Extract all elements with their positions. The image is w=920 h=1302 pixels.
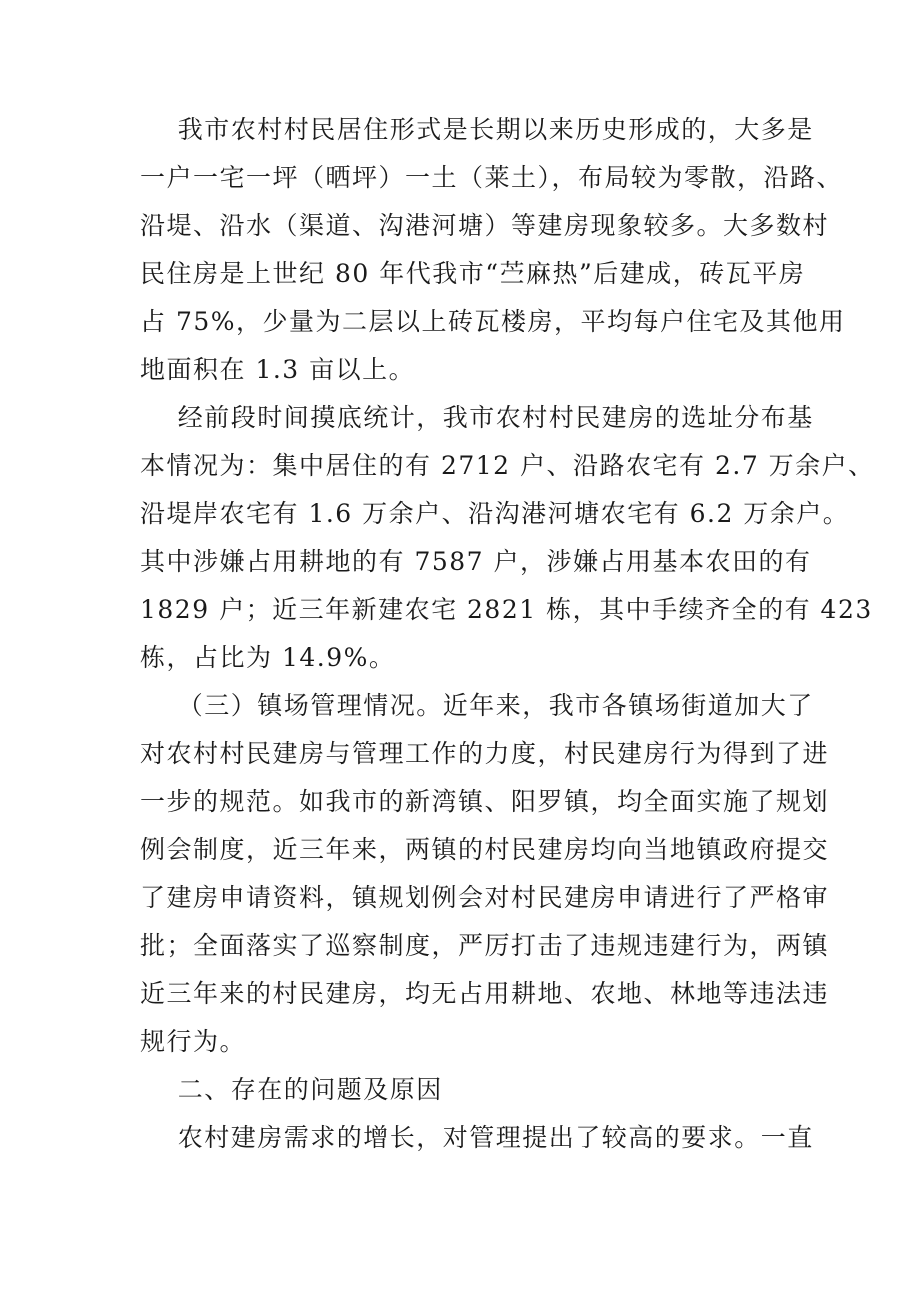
text-line-11: 1829 户；近三年新建农宅 2821 栋，其中手续齐全的有 423 — [140, 595, 873, 624]
text-line-22: 农村建房需求的增长，对管理提出了较高的要求。一直 — [140, 1123, 814, 1152]
text-line-20: 规行为。 — [140, 1027, 247, 1056]
text-line-19: 近三年来的村民建房，均无占用耕地、农地、林地等违法违 — [140, 979, 830, 1008]
section-heading: 二、存在的问题及原因 — [140, 1075, 443, 1104]
text-line-9: 沿堤岸农宅有 1.6 万余户、沿沟港河塘农宅有 6.2 万余户。 — [140, 499, 850, 528]
text-line-4: 民住房是上世纪 80 年代我市“苎麻热”后建成，砖瓦平房 — [140, 259, 806, 288]
text-line-18: 批；全面落实了巡察制度，严厉打击了违规违建行为，两镇 — [140, 931, 830, 960]
document-body — [140, 106, 875, 1162]
text-line-8: 本情况为：集中居住的有 2712 户、沿路农宅有 2.7 万余户、 — [140, 451, 875, 480]
text-line-6: 地面积在 1.3 亩以上。 — [140, 355, 416, 384]
text-line-3: 沿堤、沿水（渠道、沟港河塘）等建房现象较多。大多数村 — [140, 211, 830, 240]
text-line-13: （三）镇场管理情况。近年来，我市各镇场街道加大了 — [140, 691, 814, 720]
text-line-7: 经前段时间摸底统计，我市农村村民建房的选址分布基 — [140, 403, 814, 432]
text-line-17: 了建房申请资料，镇规划例会对村民建房申请进行了严格审 — [140, 883, 830, 912]
text-line-12: 栋，占比为 14.9%。 — [140, 643, 396, 672]
text-line-16: 例会制度，近三年来，两镇的村民建房均向当地镇政府提交 — [140, 835, 830, 864]
text-line-5: 占 75%，少量为二层以上砖瓦楼房，平均每户住宅及其他用 — [140, 307, 846, 336]
text-line-1: 我市农村村民居住形式是长期以来历史形成的，大多是 — [140, 115, 814, 144]
text-line-15: 一步的规范。如我市的新湾镇、阳罗镇，均全面实施了规划 — [140, 787, 830, 816]
text-line-2: 一户一宅一坪（晒坪）一土（莱土），布局较为零散，沿路、 — [140, 163, 844, 192]
text-line-14: 对农村村民建房与管理工作的力度，村民建房行为得到了进 — [140, 739, 830, 768]
text-line-10: 其中涉嫌占用耕地的有 7587 户，涉嫌占用基本农田的有 — [140, 547, 812, 576]
